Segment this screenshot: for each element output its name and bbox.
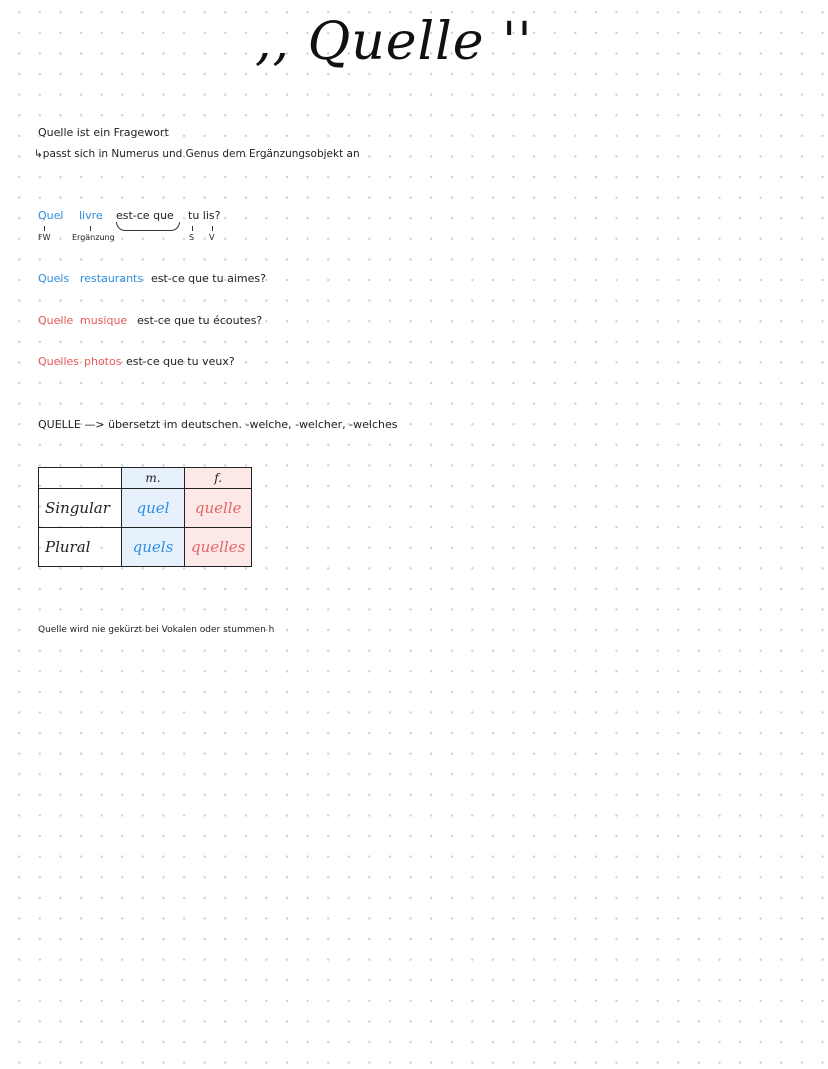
cell-masculine: quel <box>122 489 185 528</box>
question-word: Quels <box>38 272 70 285</box>
label-ergaenzung: Ergänzung <box>72 233 115 242</box>
subject-verb: tu lis? <box>188 209 221 222</box>
est-ce-que: est-ce que <box>116 209 174 222</box>
declension-table <box>38 467 252 567</box>
translation-line: QUELLE —> übersetzt im deutschen. -welche, -welcher, -welches <box>38 418 398 431</box>
table-row <box>39 489 252 528</box>
table-header-feminine: f. <box>185 468 252 489</box>
cell-feminine: quelles <box>185 528 252 567</box>
label-fw: FW <box>38 233 51 242</box>
table-row <box>39 528 252 567</box>
question-word: Quel <box>38 209 64 222</box>
cell-masculine: quels <box>122 528 185 567</box>
note-line: Quelle wird nie gekürzt bei Vokalen oder stummen h <box>38 625 275 635</box>
row-label: Plural <box>39 528 122 567</box>
table-header-masculine: m. <box>122 468 185 489</box>
tick <box>212 226 213 231</box>
tick <box>192 226 193 231</box>
row-label: Singular <box>39 489 122 528</box>
tick <box>90 226 91 231</box>
rest: est-ce que tu veux? <box>126 355 235 368</box>
label-s: S <box>189 233 195 242</box>
label-v: V <box>209 233 215 242</box>
cell-feminine: quelle <box>185 489 252 528</box>
object-word: musique <box>80 314 128 327</box>
question-word: Quelles <box>38 355 80 368</box>
brace-underline <box>116 222 180 231</box>
object-word: photos <box>84 355 122 368</box>
tick <box>44 226 45 231</box>
intro-line-1: Quelle ist ein Fragewort <box>38 126 169 139</box>
table-header-row <box>39 468 252 489</box>
question-word: Quelle <box>38 314 74 327</box>
rest: est-ce que tu écoutes? <box>137 314 263 327</box>
rest: est-ce que tu aimes? <box>151 272 266 285</box>
page-title: ,, Quelle '' <box>255 12 533 72</box>
object-word: restaurants <box>80 272 144 285</box>
table-header-empty <box>39 468 122 489</box>
intro-line-2: ↳passt sich in Numerus und Genus dem Ergänzungsobjekt an <box>34 148 360 160</box>
object-word: livre <box>79 209 103 222</box>
